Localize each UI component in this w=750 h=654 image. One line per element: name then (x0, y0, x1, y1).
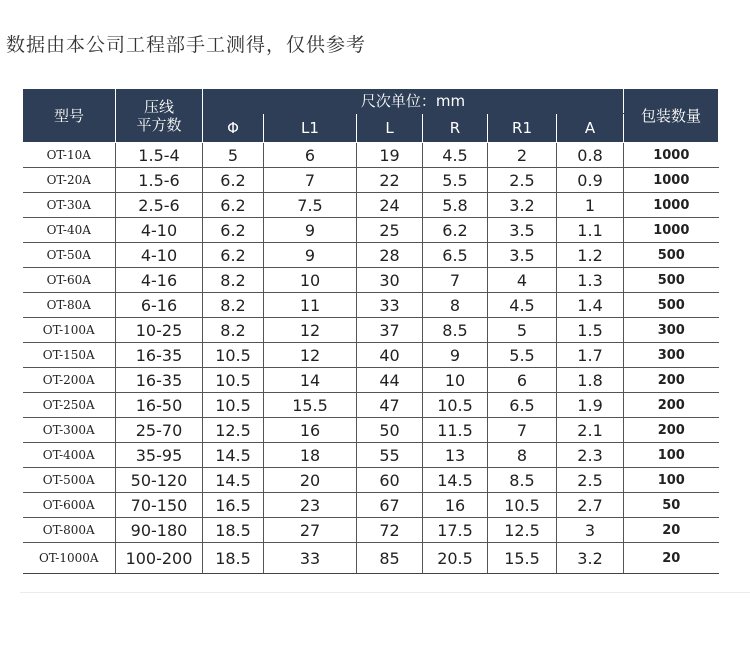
cell-phi: 6.2 (203, 168, 264, 193)
cell-r: 10 (423, 368, 488, 393)
cell-l: 47 (357, 393, 423, 418)
cell-l1: 12 (264, 318, 357, 343)
cell-r: 8.5 (423, 318, 488, 343)
cell-area: 2.5-6 (116, 193, 203, 218)
table-row (23, 443, 719, 468)
cell-model: OT-800A (23, 518, 116, 543)
cell-area: 100-200 (116, 543, 203, 574)
cell-r1: 6 (488, 368, 557, 393)
cell-phi: 10.5 (203, 343, 264, 368)
cell-a: 1.3 (557, 268, 624, 293)
cell-a: 2.1 (557, 418, 624, 443)
header-r1: R1 (488, 114, 557, 143)
cell-r1: 2 (488, 143, 557, 168)
cell-phi: 8.2 (203, 318, 264, 343)
cell-model: OT-200A (23, 368, 116, 393)
cell-qty: 20 (624, 518, 719, 543)
cell-l1: 15.5 (264, 393, 357, 418)
header-row-1 (23, 89, 719, 114)
cell-a: 1.9 (557, 393, 624, 418)
cell-l: 24 (357, 193, 423, 218)
cell-r: 17.5 (423, 518, 488, 543)
table-row (23, 393, 719, 418)
cell-qty: 1000 (624, 168, 719, 193)
cell-qty: 1000 (624, 193, 719, 218)
cell-r: 5.5 (423, 168, 488, 193)
cell-qty: 20 (624, 543, 719, 574)
cell-l: 19 (357, 143, 423, 168)
header-a: A (557, 114, 624, 143)
table-row (23, 543, 719, 574)
cell-l1: 7.5 (264, 193, 357, 218)
cell-qty: 200 (624, 418, 719, 443)
cell-l: 28 (357, 243, 423, 268)
cell-area: 4-10 (116, 243, 203, 268)
cell-r1: 3.5 (488, 218, 557, 243)
cell-area: 50-120 (116, 468, 203, 493)
cell-l1: 10 (264, 268, 357, 293)
cell-area: 25-70 (116, 418, 203, 443)
cell-r1: 3.2 (488, 193, 557, 218)
cell-model: OT-30A (23, 193, 116, 218)
cell-model: OT-20A (23, 168, 116, 193)
cell-qty: 50 (624, 493, 719, 518)
cell-model: OT-150A (23, 343, 116, 368)
cell-l1: 9 (264, 218, 357, 243)
cell-area: 4-10 (116, 218, 203, 243)
cell-r: 8 (423, 293, 488, 318)
header-phi: Φ (203, 114, 264, 143)
cell-model: OT-50A (23, 243, 116, 268)
table-row (23, 468, 719, 493)
table-row (23, 218, 719, 243)
cell-r: 13 (423, 443, 488, 468)
cell-l1: 33 (264, 543, 357, 574)
cell-qty: 500 (624, 293, 719, 318)
spec-table (22, 88, 719, 574)
cell-model: OT-10A (23, 143, 116, 168)
header-area-line1: 压线 (143, 97, 174, 116)
cell-r: 14.5 (423, 468, 488, 493)
cell-a: 1.1 (557, 218, 624, 243)
cell-a: 2.3 (557, 443, 624, 468)
cell-qty: 200 (624, 368, 719, 393)
cell-r1: 5.5 (488, 343, 557, 368)
cell-a: 1.5 (557, 318, 624, 343)
cell-r1: 8 (488, 443, 557, 468)
cell-phi: 5 (203, 143, 264, 168)
table-row (23, 518, 719, 543)
table-body (23, 143, 719, 574)
cell-qty: 500 (624, 268, 719, 293)
cell-r: 6.2 (423, 218, 488, 243)
cell-r: 10.5 (423, 393, 488, 418)
cell-area: 10-25 (116, 318, 203, 343)
cell-model: OT-60A (23, 268, 116, 293)
table-row (23, 343, 719, 368)
cell-qty: 1000 (624, 218, 719, 243)
cell-model: OT-600A (23, 493, 116, 518)
cell-a: 2.5 (557, 468, 624, 493)
header-r: R (423, 114, 488, 143)
cell-r1: 2.5 (488, 168, 557, 193)
cell-r: 11.5 (423, 418, 488, 443)
table-row (23, 418, 719, 443)
cell-r1: 3.5 (488, 243, 557, 268)
table-row (23, 193, 719, 218)
table-row (23, 318, 719, 343)
cell-r: 20.5 (423, 543, 488, 574)
table-row (23, 293, 719, 318)
cell-phi: 10.5 (203, 393, 264, 418)
cell-phi: 12.5 (203, 418, 264, 443)
cell-phi: 14.5 (203, 443, 264, 468)
bottom-divider (20, 592, 750, 593)
cell-a: 0.9 (557, 168, 624, 193)
cell-r: 16 (423, 493, 488, 518)
cell-l: 85 (357, 543, 423, 574)
cell-a: 3.2 (557, 543, 624, 574)
cell-r1: 6.5 (488, 393, 557, 418)
cell-qty: 100 (624, 468, 719, 493)
cell-phi: 8.2 (203, 268, 264, 293)
cell-phi: 6.2 (203, 218, 264, 243)
cell-r1: 8.5 (488, 468, 557, 493)
cell-l1: 12 (264, 343, 357, 368)
cell-area: 90-180 (116, 518, 203, 543)
cell-l1: 9 (264, 243, 357, 268)
cell-a: 3 (557, 518, 624, 543)
cell-l: 55 (357, 443, 423, 468)
cell-phi: 8.2 (203, 293, 264, 318)
cell-model: OT-250A (23, 393, 116, 418)
table-row (23, 143, 719, 168)
cell-l: 37 (357, 318, 423, 343)
cell-model: OT-400A (23, 443, 116, 468)
cell-area: 16-35 (116, 368, 203, 393)
cell-qty: 100 (624, 443, 719, 468)
cell-l1: 11 (264, 293, 357, 318)
cell-r: 6.5 (423, 243, 488, 268)
cell-r1: 10.5 (488, 493, 557, 518)
header-area (116, 89, 203, 143)
cell-r1: 7 (488, 418, 557, 443)
cell-area: 6-16 (116, 293, 203, 318)
cell-area: 1.5-6 (116, 168, 203, 193)
cell-phi: 18.5 (203, 543, 264, 574)
cell-area: 70-150 (116, 493, 203, 518)
header-model: 型号 (23, 89, 116, 143)
cell-r: 9 (423, 343, 488, 368)
cell-a: 1.2 (557, 243, 624, 268)
cell-phi: 18.5 (203, 518, 264, 543)
cell-r: 4.5 (423, 143, 488, 168)
cell-l1: 27 (264, 518, 357, 543)
cell-phi: 6.2 (203, 193, 264, 218)
cell-l1: 23 (264, 493, 357, 518)
table-row (23, 493, 719, 518)
table-row (23, 243, 719, 268)
header-l: L (357, 114, 423, 143)
cell-l: 25 (357, 218, 423, 243)
header-area-line2: 平方数 (136, 115, 182, 134)
cell-a: 1.7 (557, 343, 624, 368)
cell-l: 44 (357, 368, 423, 393)
cell-a: 1.8 (557, 368, 624, 393)
cell-phi: 14.5 (203, 468, 264, 493)
cell-r1: 15.5 (488, 543, 557, 574)
header-qty: 包装数量 (624, 89, 719, 143)
cell-l1: 7 (264, 168, 357, 193)
cell-l1: 20 (264, 468, 357, 493)
cell-model: OT-80A (23, 293, 116, 318)
cell-phi: 6.2 (203, 243, 264, 268)
cell-area: 1.5-4 (116, 143, 203, 168)
cell-l: 60 (357, 468, 423, 493)
measurement-note: 数据由本公司工程部手工测得，仅供参考 (6, 34, 367, 56)
cell-a: 1 (557, 193, 624, 218)
cell-model: OT-500A (23, 468, 116, 493)
cell-qty: 500 (624, 243, 719, 268)
cell-l1: 16 (264, 418, 357, 443)
cell-a: 2.7 (557, 493, 624, 518)
table-row (23, 268, 719, 293)
cell-phi: 16.5 (203, 493, 264, 518)
cell-phi: 10.5 (203, 368, 264, 393)
cell-model: OT-300A (23, 418, 116, 443)
cell-r: 7 (423, 268, 488, 293)
cell-r: 5.8 (423, 193, 488, 218)
cell-model: OT-1000A (23, 543, 116, 574)
cell-r1: 5 (488, 318, 557, 343)
cell-model: OT-100A (23, 318, 116, 343)
header-l1: L1 (264, 114, 357, 143)
table-row (23, 368, 719, 393)
cell-l: 22 (357, 168, 423, 193)
cell-area: 35-95 (116, 443, 203, 468)
cell-r1: 12.5 (488, 518, 557, 543)
table-row (23, 168, 719, 193)
cell-a: 1.4 (557, 293, 624, 318)
cell-l1: 14 (264, 368, 357, 393)
cell-qty: 300 (624, 318, 719, 343)
cell-l: 30 (357, 268, 423, 293)
cell-l: 33 (357, 293, 423, 318)
cell-l: 50 (357, 418, 423, 443)
header-dims-group: 尺次单位：mm (203, 89, 624, 114)
cell-area: 16-35 (116, 343, 203, 368)
cell-l1: 6 (264, 143, 357, 168)
cell-l: 40 (357, 343, 423, 368)
cell-area: 4-16 (116, 268, 203, 293)
cell-l: 72 (357, 518, 423, 543)
cell-a: 0.8 (557, 143, 624, 168)
cell-area: 16-50 (116, 393, 203, 418)
cell-qty: 300 (624, 343, 719, 368)
cell-r1: 4.5 (488, 293, 557, 318)
cell-model: OT-40A (23, 218, 116, 243)
cell-qty: 200 (624, 393, 719, 418)
cell-qty: 1000 (624, 143, 719, 168)
cell-l: 67 (357, 493, 423, 518)
cell-r1: 4 (488, 268, 557, 293)
cell-l1: 18 (264, 443, 357, 468)
